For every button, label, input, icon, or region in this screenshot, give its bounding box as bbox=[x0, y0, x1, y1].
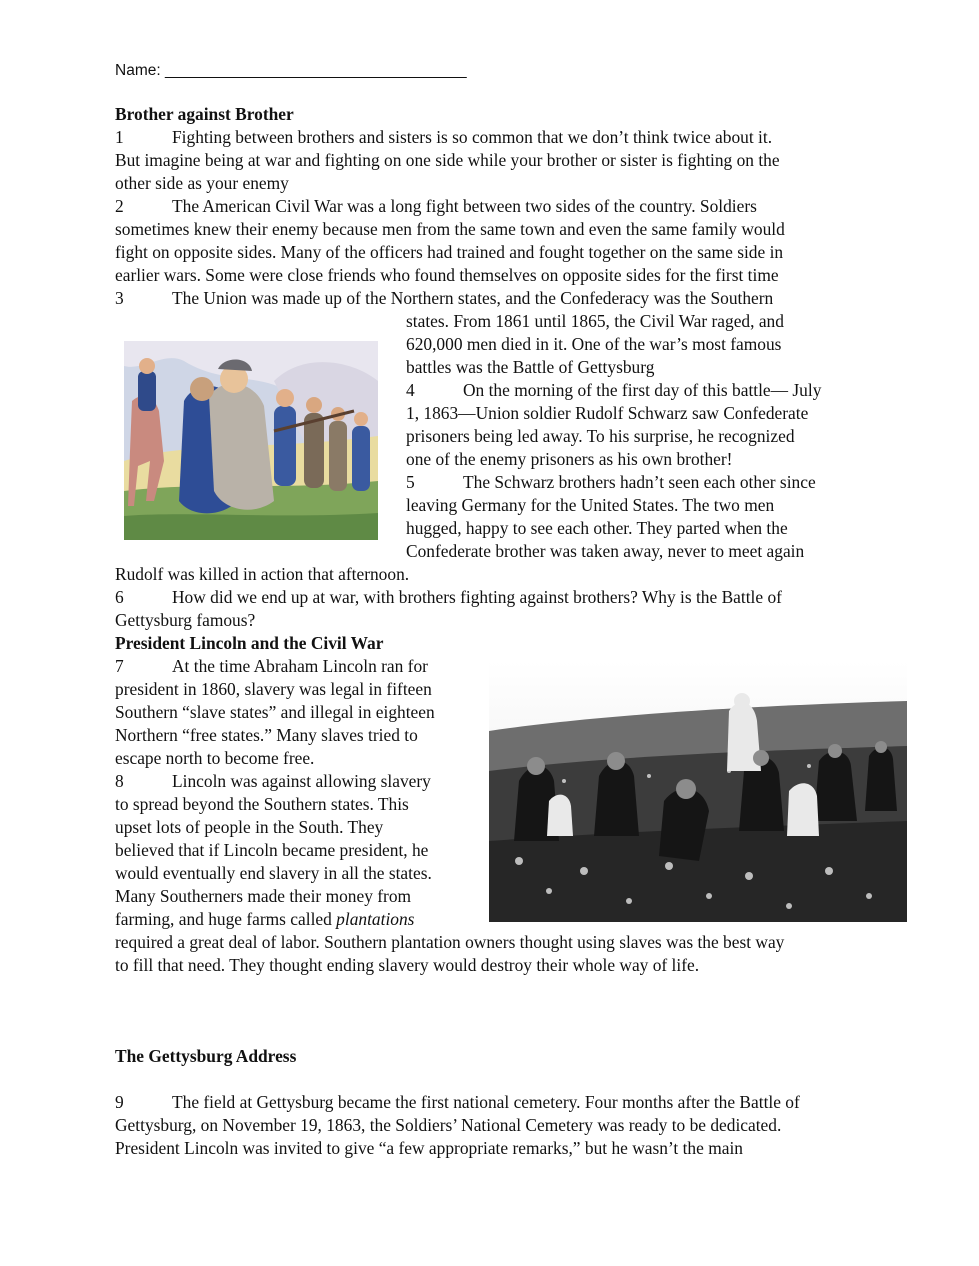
line-text: Southern “slave states” and illegal in eighteen bbox=[115, 702, 435, 722]
paragraph-line bbox=[115, 563, 409, 586]
paragraph-line bbox=[115, 609, 255, 632]
paragraph-line bbox=[406, 471, 816, 494]
paragraph-line bbox=[115, 678, 432, 701]
line-text: Lincoln was against allowing slavery bbox=[172, 771, 431, 791]
line-text: believed that if Lincoln became president, he bbox=[115, 840, 429, 860]
paragraph-line bbox=[115, 655, 428, 678]
section-heading-gettysburg-address: The Gettysburg Address bbox=[115, 1046, 297, 1066]
paragraph-line bbox=[115, 1091, 800, 1114]
line-text: prisoners being led away. To his surprise, he recognized bbox=[406, 426, 795, 446]
cotton-field-photo bbox=[489, 661, 907, 922]
paragraph-line bbox=[115, 931, 784, 954]
paragraph-line bbox=[406, 517, 788, 540]
paragraph-line bbox=[115, 1114, 781, 1137]
paragraph-number: 1 bbox=[115, 127, 124, 147]
paragraph-line bbox=[115, 218, 785, 241]
paragraph-number: 7 bbox=[115, 656, 124, 676]
paragraph-number: 5 bbox=[406, 472, 415, 492]
line-text: Gettysburg, on November 19, 1863, the Soldiers’ National Cemetery was ready to be dedicated. bbox=[115, 1115, 782, 1135]
paragraph-number: 8 bbox=[115, 771, 124, 791]
line-text: Many Southerners made their money from bbox=[115, 886, 412, 906]
paragraph-number: 4 bbox=[406, 380, 415, 400]
line-text: At the time Abraham Lincoln ran for bbox=[172, 656, 428, 676]
line-text: Northern “free states.” Many slaves tried to bbox=[115, 725, 418, 745]
line-text: earlier wars. Some were close friends who found themselves on opposite sides for the first time bbox=[115, 265, 779, 285]
line-text: to spread beyond the Southern states. This bbox=[115, 794, 409, 814]
line-text: escape north to become free. bbox=[115, 748, 315, 768]
name-field-label: Name: ___________________________________ bbox=[115, 62, 467, 79]
paragraph-line bbox=[115, 149, 780, 172]
line-text: The American Civil War was a long fight between two sides of the country. Soldiers bbox=[172, 196, 757, 216]
line-text: hugged, happy to see each other. They parted when the bbox=[406, 518, 788, 538]
line-text: 620,000 men died in it. One of the war’s most famous bbox=[406, 334, 782, 354]
line-text: The field at Gettysburg became the first national cemetery. Four months after the Battle of bbox=[172, 1092, 800, 1112]
line-text: battles was the Battle of Gettysburg bbox=[406, 357, 655, 377]
paragraph-number: 9 bbox=[115, 1092, 124, 1112]
paragraph-number: 3 bbox=[115, 288, 124, 308]
line-text: sometimes knew their enemy because men from the same town and even the same family would bbox=[115, 219, 785, 239]
line-text: other side as your enemy bbox=[115, 173, 289, 193]
paragraph-number: 2 bbox=[115, 196, 124, 216]
paragraph-line bbox=[406, 540, 804, 563]
line-text: leaving Germany for the United States. The two men bbox=[406, 495, 775, 515]
line-text: fight on opposite sides. Many of the officers had trained and fought together on the same side in bbox=[115, 242, 784, 262]
paragraph-line bbox=[115, 747, 314, 770]
paragraph-line bbox=[115, 264, 779, 287]
line-text: upset lots of people in the South. They bbox=[115, 817, 384, 837]
paragraph-line bbox=[115, 586, 782, 609]
paragraph-line bbox=[115, 816, 383, 839]
paragraph-line bbox=[115, 862, 432, 885]
paragraph-line bbox=[115, 126, 772, 149]
paragraph-line bbox=[115, 287, 773, 310]
italic-term: plantations bbox=[336, 909, 415, 929]
line-text: farming, and huge farms called bbox=[115, 909, 337, 929]
line-text: The Schwarz brothers hadn’t seen each other since bbox=[463, 472, 816, 492]
paragraph-line bbox=[406, 425, 795, 448]
paragraph-line bbox=[406, 356, 654, 379]
paragraph-line bbox=[115, 241, 783, 264]
line-text: On the morning of the first day of this battle— July bbox=[463, 380, 822, 400]
line-text: President Lincoln was invited to give “a few appropriate remarks,” but he wasn’t the main bbox=[115, 1138, 743, 1158]
paragraph-line bbox=[115, 885, 411, 908]
paragraph-line bbox=[115, 195, 757, 218]
line-text: would eventually end slavery in all the states. bbox=[115, 863, 432, 883]
line-text: Confederate brother was taken away, never to meet again bbox=[406, 541, 805, 561]
cotton-field-photo-graphic bbox=[489, 661, 907, 922]
paragraph-number: 6 bbox=[115, 587, 124, 607]
line-text: states. From 1861 until 1865, the Civil War raged, and bbox=[406, 311, 784, 331]
line-text: one of the enemy prisoners as his own brother! bbox=[406, 449, 733, 469]
line-text: Gettysburg famous? bbox=[115, 610, 256, 630]
paragraph-line bbox=[115, 701, 435, 724]
line-text: But imagine being at war and fighting on one side while your brother or sister is fighting on the bbox=[115, 150, 780, 170]
section-heading-brother-against-brother: Brother against Brother bbox=[115, 104, 294, 124]
line-text: Fighting between brothers and sisters is so common that we don’t think twice about it. bbox=[172, 127, 773, 147]
section-heading-lincoln-civil-war: President Lincoln and the Civil War bbox=[115, 633, 384, 653]
civil-war-illustration bbox=[124, 341, 378, 540]
paragraph-line bbox=[406, 333, 781, 356]
paragraph-line bbox=[115, 1137, 743, 1160]
line-text: to fill that need. They thought ending slavery would destroy their whole way of life. bbox=[115, 955, 700, 975]
civil-war-illustration-graphic bbox=[124, 341, 378, 540]
paragraph-line bbox=[115, 770, 431, 793]
paragraph-line bbox=[115, 724, 418, 747]
line-text: president in 1860, slavery was legal in fifteen bbox=[115, 679, 432, 699]
paragraph-line bbox=[115, 908, 414, 931]
line-text: required a great deal of labor. Southern plantation owners thought using slaves was the best way bbox=[115, 932, 785, 952]
paragraph-line bbox=[406, 310, 784, 333]
line-text: How did we end up at war, with brothers fighting against brothers? Why is the Battle of bbox=[172, 587, 782, 607]
line-text: Rudolf was killed in action that afternoon. bbox=[115, 564, 410, 584]
paragraph-line bbox=[115, 793, 409, 816]
paragraph-line bbox=[406, 402, 808, 425]
paragraph-line bbox=[406, 379, 821, 402]
line-text: 1, 1863—Union soldier Rudolf Schwarz saw Confederate bbox=[406, 403, 809, 423]
paragraph-line bbox=[115, 172, 289, 195]
paragraph-line bbox=[406, 448, 732, 471]
line-text: The Union was made up of the Northern states, and the Confederacy was the Southern bbox=[172, 288, 774, 308]
paragraph-line bbox=[406, 494, 774, 517]
paragraph-line bbox=[115, 954, 699, 977]
paragraph-line bbox=[115, 839, 428, 862]
